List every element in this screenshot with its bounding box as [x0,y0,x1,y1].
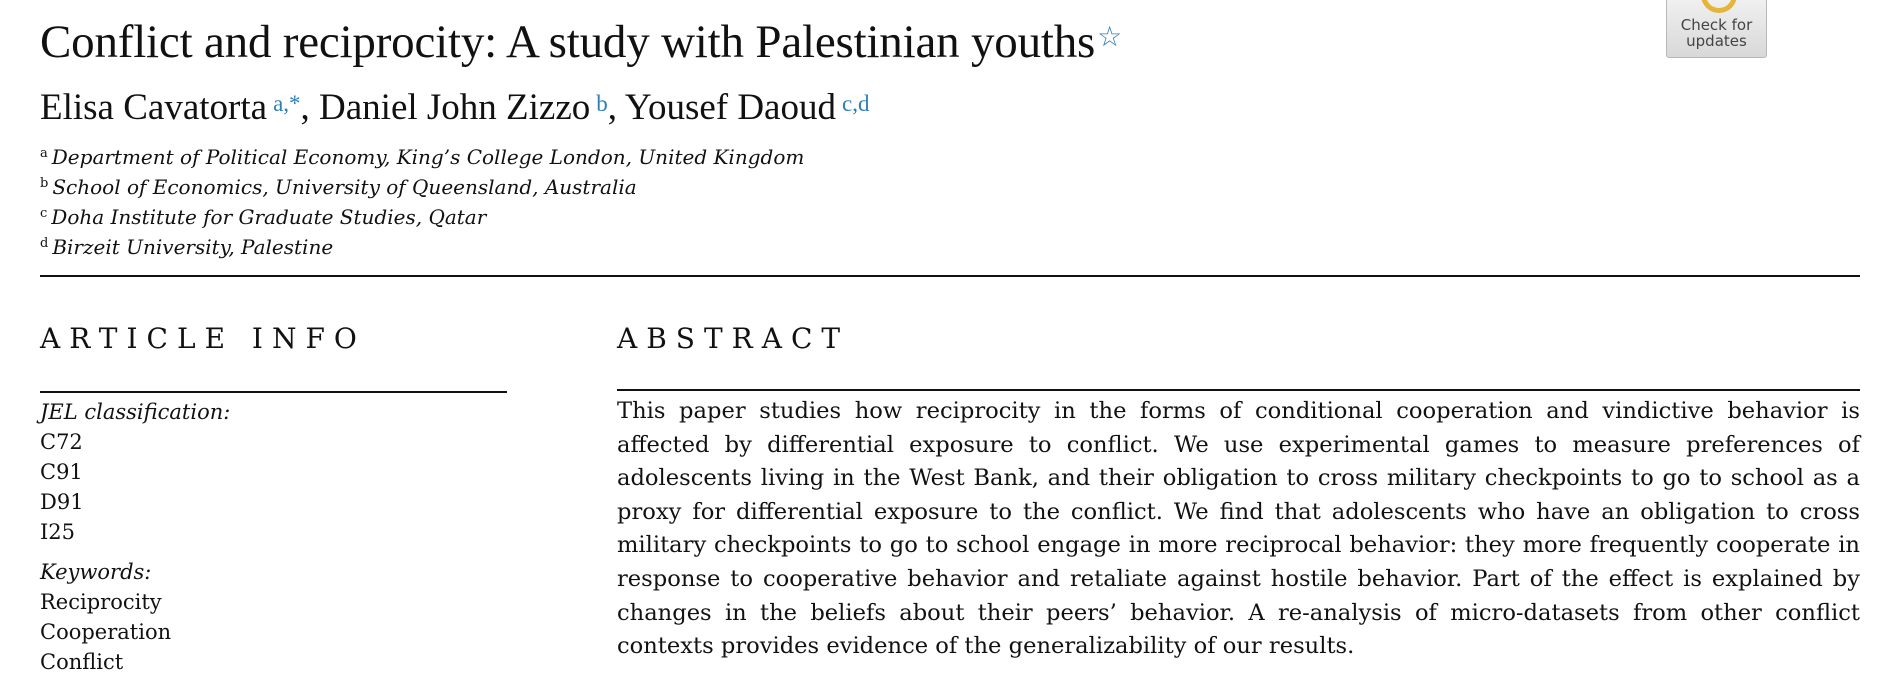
keyword: Cooperation [40,620,172,644]
keywords-label: Keywords: [40,560,152,584]
author-name[interactable]: Elisa Cavatorta [40,87,268,128]
check-updates-line1: Check for [1680,16,1753,34]
abstract-text: This paper studies how reciprocity in the forms of conditional cooperation and vindictive behavior is affected by differential exposure to conflict. We use experimental games to measure preferences of adolescents living in the West Bank, and their obligation to cross military checkpoints to go to school as a proxy for differential exposure to the conflict. We find that adolescents who have an obligation to cross military checkpoints to go to school engage in more reciprocal behavior: they more frequently cooperate in response to cooperative behavior and retaliate against hostile behavior. Part of the effect is explained by changes in the beliefs about their peers’ behavior. A re-analysis of micro-datasets from other conflict contexts provides evidence of the generalizability of our results. [617,398,1860,660]
check-for-updates-label [1667,17,1766,49]
affiliation-list [40,142,804,262]
crossmark-icon [1701,0,1737,13]
author-affiliation-link[interactable]: b [596,91,608,116]
author-list [40,78,869,138]
affiliation-text: Department of Political Economy, King’s College London, United Kingdom [51,145,805,169]
jel-code: C72 [40,430,83,454]
author-name[interactable]: Daniel John Zizzo [319,87,591,128]
article-info-divider [40,391,507,393]
header-divider [40,275,1860,277]
paper-title [40,8,1122,76]
jel-code: C91 [40,460,83,484]
affiliation-mark: b [40,176,49,191]
affiliation-mark: a [40,146,48,161]
paper-title-text: Conflict and reciprocity: A study with Palestinian youths [40,16,1096,68]
check-updates-line2: updates [1686,32,1747,50]
author-affiliation-link[interactable]: a,* [273,91,301,116]
title-footnote-star-link[interactable]: ☆ [1097,22,1123,53]
affiliation-mark: c [40,206,48,221]
affiliation-text: School of Economics, University of Queensland, Australia [52,175,637,199]
affiliation-mark: d [40,236,49,251]
jel-code: I25 [40,520,76,544]
affiliation-text: Doha Institute for Graduate Studies, Qatar [51,205,487,229]
affiliation-item [40,172,804,202]
affiliation-item [40,202,804,232]
keyword: Reciprocity [40,590,162,614]
keyword: Conflict [40,650,124,674]
jel-code: D91 [40,490,84,514]
check-for-updates-button[interactable] [1666,0,1767,58]
jel-classification-block [40,397,230,547]
article-info-heading: ARTICLE INFO [40,322,366,355]
author-affiliation-link[interactable]: c,d [841,91,870,116]
author-separator: , [300,87,320,128]
affiliation-item [40,232,804,262]
jel-classification-label: JEL classification: [40,400,231,424]
author-separator: , [607,87,625,128]
author-name[interactable]: Yousef Daoud [624,87,836,128]
abstract-divider [617,389,1860,391]
affiliation-item [40,142,804,172]
keywords-block [40,557,171,677]
affiliation-text: Birzeit University, Palestine [52,235,334,259]
abstract-heading: ABSTRACT [617,322,850,355]
